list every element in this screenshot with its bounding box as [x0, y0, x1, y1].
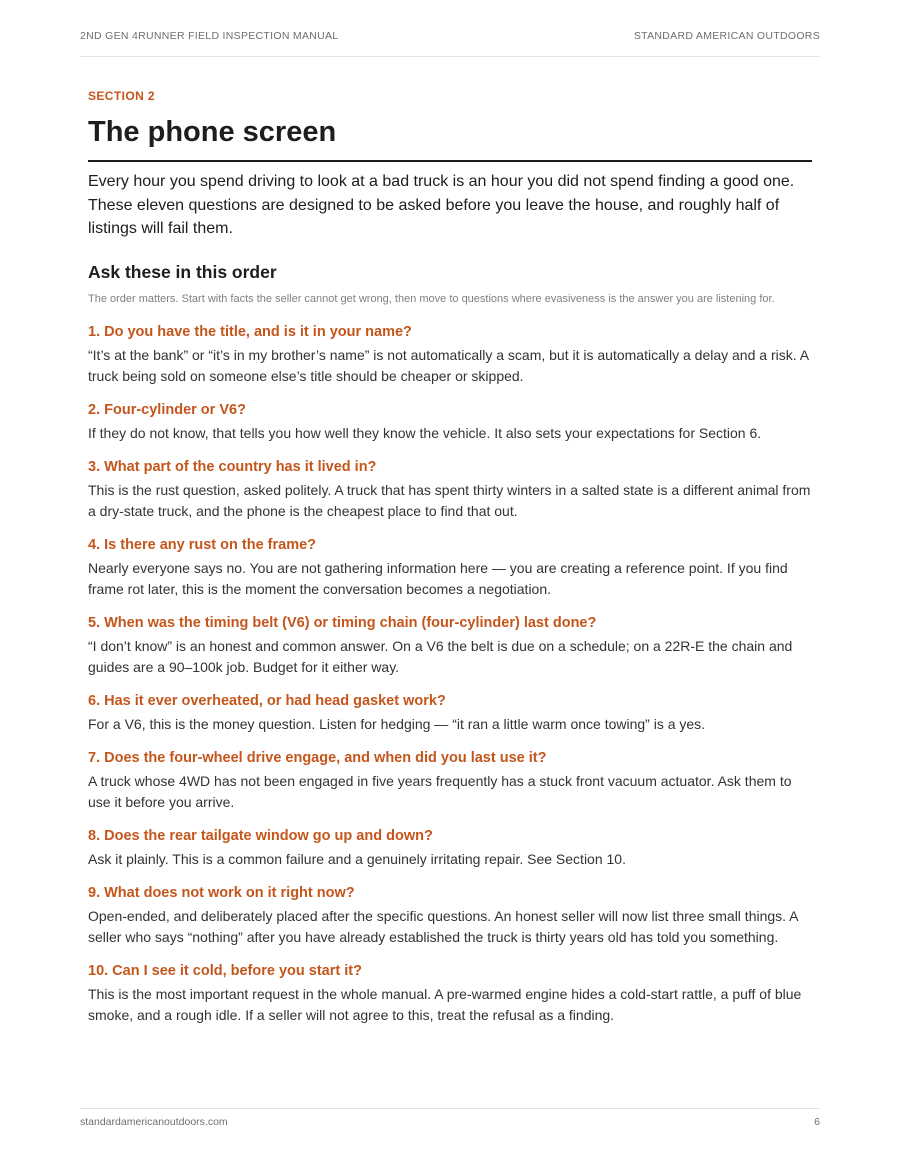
page-content	[88, 82, 812, 1039]
question-explanation: “I don’t know” is an honest and common answer. On a V6 the belt is due on a schedule; on a 22R-E the chain and guides are a 90–100k job. Budget for it either way.	[88, 637, 793, 675]
question-explanation: A truck whose 4WD has not been engaged in five years frequently has a stuck front vacuum actuator. Ask them to use it before you arrive.	[88, 772, 792, 810]
question-title: 7. Does the four-wheel drive engage, and when did you last use it?	[88, 749, 547, 766]
question-item	[88, 691, 812, 735]
question-item	[88, 535, 812, 600]
question-item	[88, 322, 812, 387]
question-explanation: If they do not know, that tells you how well they know the vehicle. It also sets your expectations for Section 6.	[88, 424, 762, 441]
question-explanation: Nearly everyone says no. You are not gathering information here — you are creating a reference point. If you find frame rot later, this is the moment the conversation becomes a negotiation.	[88, 559, 788, 597]
question-title: 4. Is there any rust on the frame?	[88, 536, 317, 553]
question-explanation: For a V6, this is the money question. Listen for hedging — “it ran a little warm once towing” is a yes.	[88, 715, 706, 732]
question-title: 2. Four-cylinder or V6?	[88, 401, 246, 418]
question-title: 10. Can I see it cold, before you start it?	[88, 962, 362, 979]
question-explanation: Ask it plainly. This is a common failure and a genuinely irritating repair. See Section 10.	[88, 850, 626, 867]
subheading: Ask these in this order	[88, 261, 277, 282]
question-title: 5. When was the timing belt (V6) or timing chain (four-cylinder) last done?	[88, 614, 597, 631]
question-item	[88, 613, 812, 678]
question-title: 3. What part of the country has it lived in?	[88, 458, 377, 475]
website-url: standardamericanoutdoors.com	[80, 1116, 228, 1128]
question-item	[88, 457, 812, 522]
intro-paragraph: Every hour you spend driving to look at a bad truck is an hour you did not spend finding a good one. These eleven questions are designed to be asked before you leave the house, and roughly half of listings will fail them.	[88, 173, 795, 237]
question-item	[88, 826, 812, 870]
question-explanation: This is the most important request in the whole manual. A pre-warmed engine hides a cold-start rattle, a puff of blue smoke, and a rough idle. If a seller will not agree to this, treat the refusal as a finding.	[88, 985, 802, 1023]
question-item	[88, 748, 812, 813]
question-item	[88, 883, 812, 948]
question-title: 9. What does not work on it right now?	[88, 884, 355, 901]
question-title: 1. Do you have the title, and is it in your name?	[88, 323, 412, 340]
question-explanation: This is the rust question, asked politely. A truck that has spent thirty winters in a salted state is a different animal from a dry-state truck, and the phone is the cheapest place to find that out.	[88, 481, 811, 519]
running-footer	[80, 1108, 820, 1128]
question-item	[88, 961, 812, 1026]
running-header	[80, 30, 820, 57]
question-list	[88, 322, 812, 1026]
page-title: The phone screen	[88, 114, 812, 162]
question-explanation: Open-ended, and deliberately placed after the specific questions. An honest seller will now list three small things. A seller who says “nothing” after you have already established the truck is thirty years old has told you something.	[88, 907, 798, 945]
publisher-name: STANDARD AMERICAN OUTDOORS	[633, 30, 820, 42]
page-number: 6	[814, 1116, 820, 1128]
section-label: SECTION 2	[88, 89, 155, 103]
order-note: The order matters. Start with facts the seller cannot get wrong, then move to questions where evasiveness is the answer you are listening for.	[88, 292, 775, 305]
question-title: 8. Does the rear tailgate window go up and down?	[88, 827, 433, 844]
question-item	[88, 400, 812, 444]
question-title: 6. Has it ever overheated, or had head gasket work?	[88, 692, 446, 709]
question-explanation: “It’s at the bank” or “it’s in my brother’s name” is not automatically a scam, but it is automatically a delay and a risk. A truck being sold on someone else’s title should be cheaper or skipped.	[88, 346, 809, 384]
manual-title: 2ND GEN 4RUNNER FIELD INSPECTION MANUAL	[80, 30, 339, 42]
